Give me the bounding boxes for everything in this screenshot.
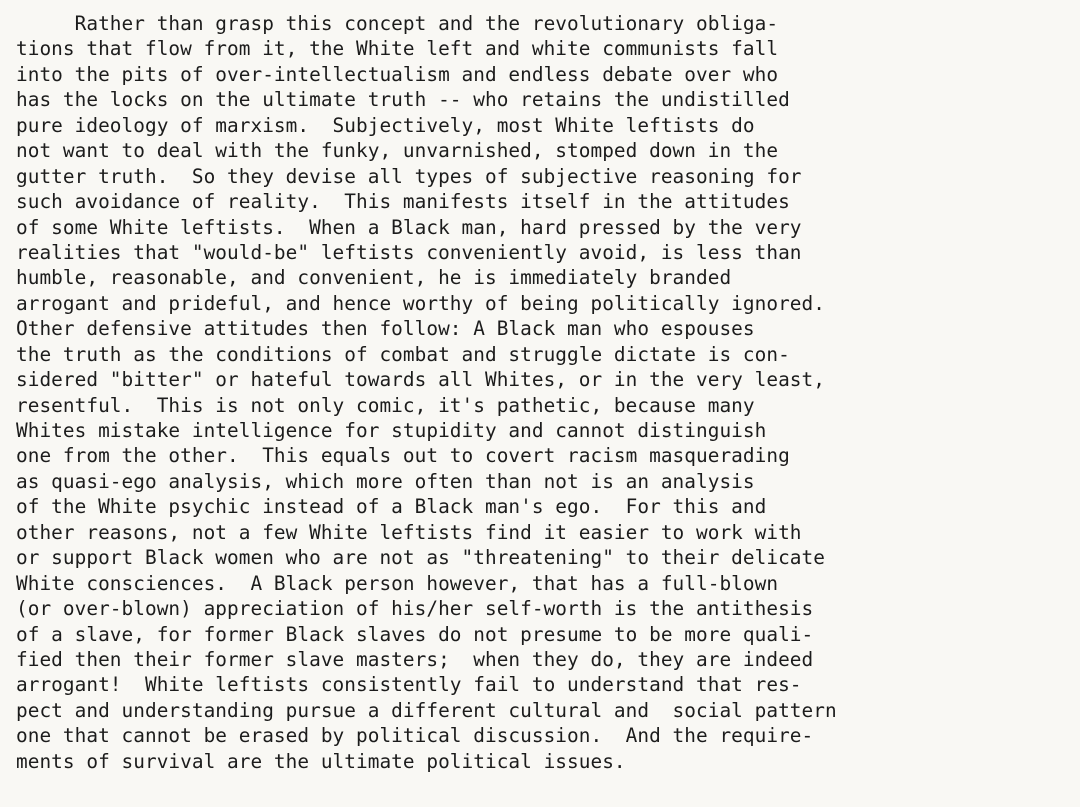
text-line: (or over-blown) appreciation of his/her self-worth is the antithesis xyxy=(16,597,814,621)
text-line: ments of survival are the ultimate political issues. xyxy=(16,749,626,773)
text-line: resentful. This is not only comic, it's pathetic, because many xyxy=(16,393,755,417)
text-line: White consciences. A Black person however, that has a full-blown xyxy=(16,571,779,595)
text-line: realities that "would-be" leftists conveniently avoid, is less than xyxy=(16,240,802,264)
text-line: fied then their former slave masters; when they do, they are indeed xyxy=(16,647,814,671)
text-line: tions that flow from it, the White left and white communists fall xyxy=(16,37,779,61)
text-line: gutter truth. So they devise all types of subjective reasoning for xyxy=(16,164,802,188)
text-line: of the White psychic instead of a Black man's ego. For this and xyxy=(16,495,767,519)
text-line: arrogant! White leftists consistently fail to understand that res- xyxy=(16,673,802,697)
text-line: such avoidance of reality. This manifests itself in the attitudes xyxy=(16,190,790,214)
text-line: other reasons, not a few White leftists find it easier to work with xyxy=(16,520,802,544)
text-line: into the pits of over-intellectualism and endless debate over who xyxy=(16,62,779,86)
text-line: or support Black women who are not as "threatening" to their delicate xyxy=(16,546,825,570)
text-line: of a slave, for former Black slaves do not presume to be more quali- xyxy=(16,622,814,646)
text-line: as quasi-ego analysis, which more often than not is an analysis xyxy=(16,469,755,493)
text-line: of some White leftists. When a Black man, hard pressed by the very xyxy=(16,215,802,239)
text-line: one that cannot be erased by political discussion. And the require- xyxy=(16,724,814,748)
text-line: pect and understanding pursue a different cultural and social pattern xyxy=(16,698,837,722)
text-line: pure ideology of marxism. Subjectively, most White leftists do xyxy=(16,113,755,137)
text-line: has the locks on the ultimate truth -- who retains the undistilled xyxy=(16,88,790,112)
text-line: Rather than grasp this concept and the revolutionary obliga- xyxy=(16,12,779,35)
text-line: humble, reasonable, and convenient, he is immediately branded xyxy=(16,266,732,290)
text-line: arrogant and prideful, and hence worthy of being politically ignored. xyxy=(16,291,825,315)
text-line: Other defensive attitudes then follow: A Black man who espouses xyxy=(16,317,755,341)
text-line: Whites mistake intelligence for stupidity and cannot distinguish xyxy=(16,419,767,442)
text-line: the truth as the conditions of combat and struggle dictate is con- xyxy=(16,342,790,366)
text-line: one from the other. This equals out to covert racism masquerading xyxy=(16,444,790,468)
text-line: not want to deal with the funky, unvarnished, stomped down in the xyxy=(16,139,779,163)
text-line: sidered "bitter" or hateful towards all Whites, or in the very least, xyxy=(16,368,825,392)
typewritten-paragraph xyxy=(16,11,1080,774)
